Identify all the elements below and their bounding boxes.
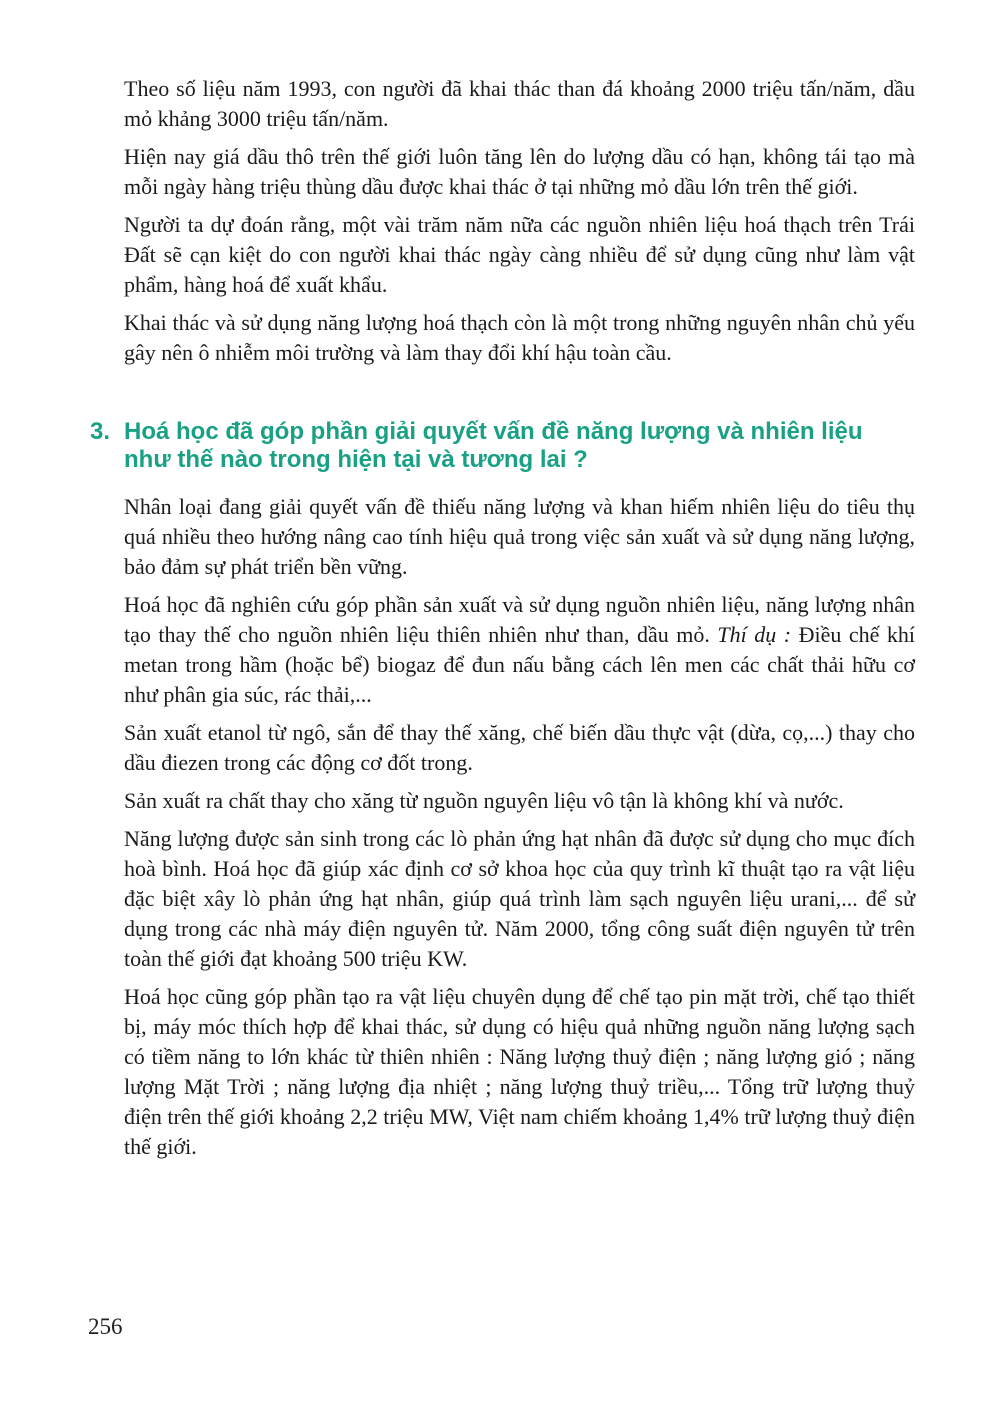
section-heading-text [124,418,915,474]
paragraph-nuclear-energy: Năng lượng được sản sinh trong các lò phản ứng hạt nhân đã được sử dụng cho mục đích hoà bình. Hoá học đã giúp xác định cơ sở khoa học của quy trình kĩ thuật tạo ra vật liệu đặc biệt xây lò phản ứng hạt nhân, giúp quá trình làm sạch nguyên liệu urani,... để sử dụng trong các nhà máy điện nguyên tử. Năm 2000, tổng công suất điện nguyên tử trên toàn thế giới đạt khoảng 500 triệu KW. [124,826,915,971]
section-heading [90,418,915,474]
paragraph-artificial-fuels [124,590,915,710]
paragraph-coal-oil-1993: Theo số liệu năm 1993, con người đã khai thác than đá khoảng 2000 triệu tấn/năm, dầu mỏ khảng 3000 triệu tấn/năm. [124,76,915,131]
paragraph-artificial-fuels-post: Điều chế khí metan trong hầm (hoặc bể) biogaz để đun nấu bằng cách lên men các chất thải hữu cơ như phân gia súc, rác thải,... [124,622,915,707]
paragraph-ethanol: Sản xuất etanol từ ngô, sắn để thay thế xăng, chế biến dầu thực vật (dừa, cọ,...) thay cho dầu điezen trong các động cơ đốt trong. [124,720,915,775]
page-number: 256 [88,1314,123,1339]
section-heading-line2: như thế nào trong hiện tại và tương lai ? [124,446,588,473]
text-column [90,74,915,1170]
section-heading-line1: Hoá học đã góp phần giải quyết vấn đề năng lượng và nhiên liệu [124,418,863,445]
paragraph-fossil-depletion: Người ta dự đoán rằng, một vài trăm năm nữa các nguồn nhiên liệu hoá thạch trên Trái Đất sẽ cạn kiệt do con người khai thác ngày càng nhiều để sử dụng cũng như làm vật phẩm, hàng hoá để xuất khẩu. [124,212,915,297]
example-label: Thí dụ : [717,622,792,647]
paragraph-clean-energy: Hoá học cũng góp phần tạo ra vật liệu chuyên dụng để chế tạo pin mặt trời, chế tạo thiết bị, máy móc thích hợp để khai thác, sử dụng có hiệu quả những nguồn năng lượng sạch có tiềm năng to lớn khác từ thiên nhiên : Năng lượng thuỷ điện ; năng lượng gió ; năng lượng Mặt Trời ; năng lượng địa nhiệt ; năng lượng thuỷ triều,... Tổng trữ lượng thuỷ điện trên thế giới khoảng 2,2 triệu MW, Việt nam chiếm khoảng 1,4% trữ lượng thuỷ điện thế giới. [124,984,915,1159]
paragraph-air-water-fuel: Sản xuất ra chất thay cho xăng từ nguồn nguyên liệu vô tận là không khí và nước. [124,788,844,813]
paragraph-artificial-fuels-pre: Hoá học đã nghiên cứu góp phần sản xuất và sử dụng nguồn nhiên liệu, năng lượng nhân tạo thay thế cho nguồn nhiên liệu thiên nhiên như than, dầu mỏ. [124,592,915,647]
section-number: 3. [90,418,111,445]
paragraph-humanity-solving: Nhân loại đang giải quyết vấn đề thiếu năng lượng và khan hiếm nhiên liệu do tiêu thụ quá nhiều theo hướng nâng cao tính hiệu quả trong việc sản xuất và sử dụng năng lượng, bảo đảm sự phát triển bền vững. [124,494,915,579]
paragraph-pollution: Khai thác và sử dụng năng lượng hoá thạch còn là một trong những nguyên nhân chủ yếu gây nên ô nhiễm môi trường và làm thay đổi khí hậu toàn cầu. [124,310,915,365]
paragraph-oil-price: Hiện nay giá dầu thô trên thế giới luôn tăng lên do lượng dầu có hạn, không tái tạo mà mỗi ngày hàng triệu thùng dầu được khai thác ở tại những mỏ dầu lớn trên thế giới. [124,144,915,199]
